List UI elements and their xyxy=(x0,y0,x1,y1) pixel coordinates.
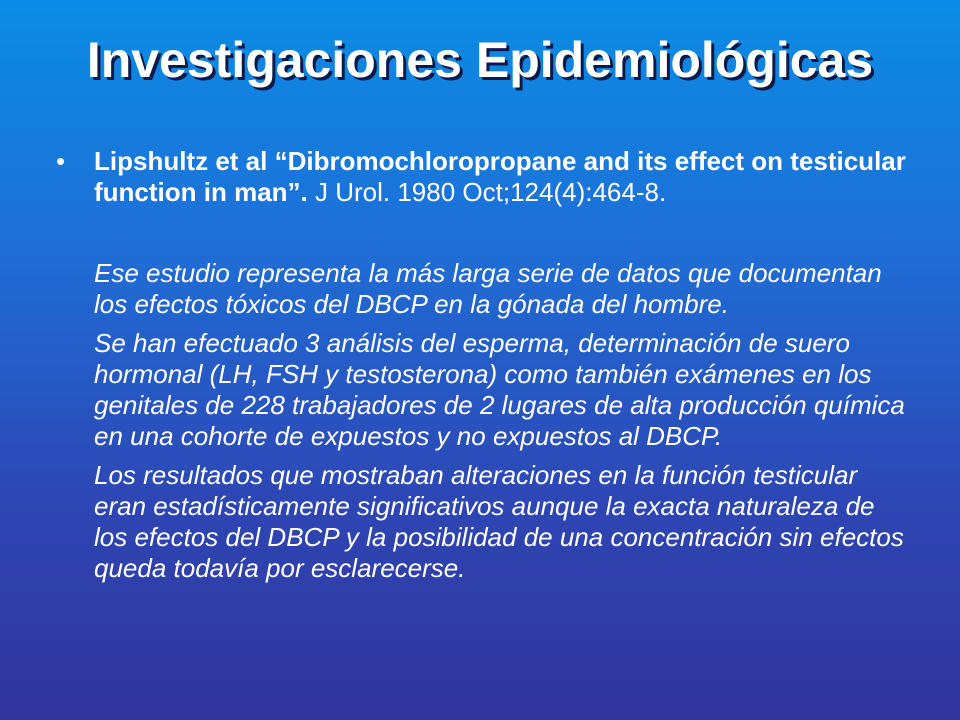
slide-body xyxy=(56,146,906,584)
paragraph-results: Los resultados que mostraban alteraciones en la función testicular eran estadísticamente significativos aunque la exacta naturaleza de los efectos del DBCP y la posibilidad de una concentración sin efectos queda todavía por esclarecerse. xyxy=(94,460,904,583)
slide-title: Investigaciones Epidemiológicas xyxy=(86,32,874,88)
paragraph-methods: Se han efectuado 3 análisis del esperma, determinación de suero hormonal (LH, FSH y testosterona) como también exámenes en los genitales de 228 trabajadores de 2 lugares de alta producción química en una cohorte de expuestos y no expuestos al DBCP. xyxy=(94,328,905,451)
reference-bullet xyxy=(56,146,906,208)
reference-authors-title: Lipshultz et al “Dibromochloropropane and its effect on testicular function in man”. xyxy=(94,146,906,207)
bullet-marker: • xyxy=(56,146,66,176)
paragraph-study-summary: Ese estudio representa la más larga serie de datos que documentan los efectos tóxicos del DBCP en la gónada del hombre. xyxy=(94,258,882,319)
reference-citation: J Urol. 1980 Oct;124(4):464-8. xyxy=(307,177,667,207)
